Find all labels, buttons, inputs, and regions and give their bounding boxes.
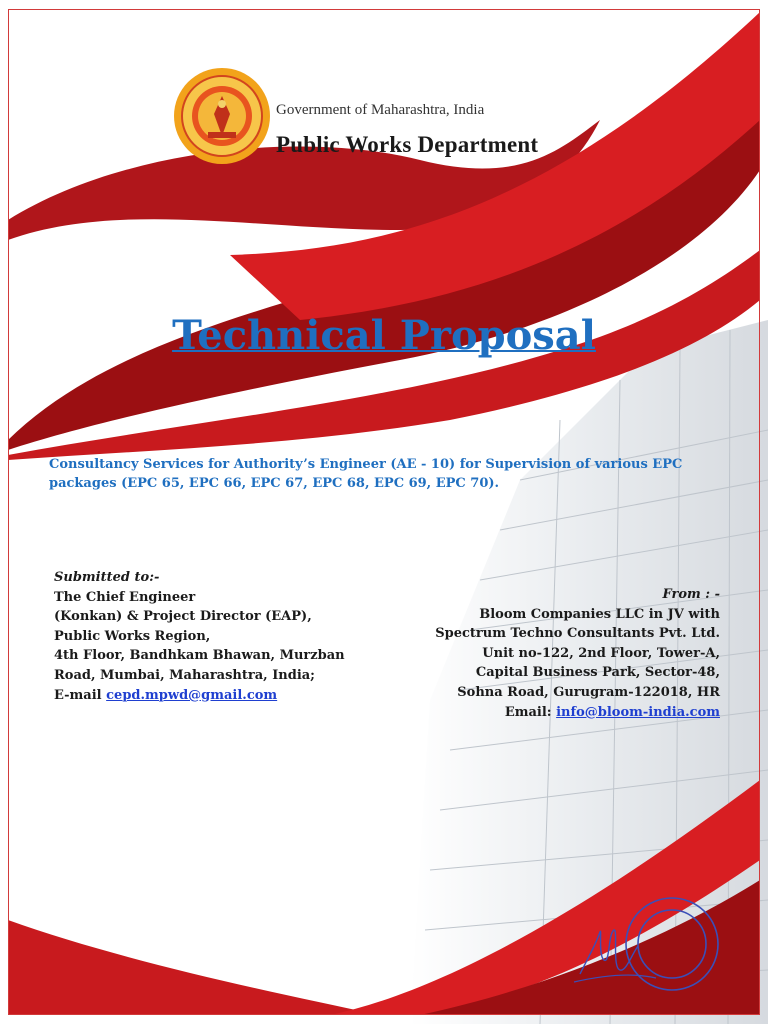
government-name: Government of Maharashtra, India <box>276 102 485 118</box>
from-line: Bloom Companies LLC in JV with <box>479 606 720 622</box>
submitted-to-line: Public Works Region, <box>54 628 211 644</box>
submitted-to-line: Road, Mumbai, Maharashtra, India; <box>54 667 315 683</box>
from-line: Spectrum Techno Consultants Pvt. Ltd. <box>435 626 720 642</box>
submitted-to-label: Submitted to:- <box>54 570 160 585</box>
email-prefix: E-mail <box>54 687 107 703</box>
submitted-to-line: (Konkan) & Project Director (EAP), <box>54 609 312 625</box>
department-header <box>172 66 612 176</box>
maharashtra-seal-emblem-icon <box>172 66 272 166</box>
document-title: Technical Proposal <box>172 312 596 359</box>
submitted-to-email-line <box>54 686 394 706</box>
submitted-to-line: 4th Floor, Bandhkam Bhawan, Murzban <box>54 648 345 664</box>
submitted-to-block <box>54 568 394 705</box>
sender-email-link[interactable]: info@bloom-india.com <box>556 704 720 720</box>
from-block <box>360 585 720 722</box>
from-line: Sohna Road, Gurugram-122018, HR <box>457 684 720 700</box>
from-line: Unit no-122, 2nd Floor, Tower-A, <box>482 645 720 661</box>
department-name: Public Works Department <box>276 132 539 157</box>
from-label: From : - <box>662 587 720 602</box>
company-seal-stamp-icon <box>560 884 740 1004</box>
proposal-subject: Consultancy Services for Authority’s Engineer (AE - 10) for Supervision of various EPC packages (EPC 65, EPC 66, EPC 67, EPC 68, EPC 69, EPC 70). <box>49 457 683 491</box>
submitted-to-line: The Chief Engineer <box>54 589 196 605</box>
recipient-email-link[interactable]: cepd.mpwd@gmail.com <box>106 687 278 703</box>
email-prefix: Email: <box>504 704 557 720</box>
from-email-line <box>360 703 720 723</box>
from-line: Capital Business Park, Sector-48, <box>475 665 720 681</box>
